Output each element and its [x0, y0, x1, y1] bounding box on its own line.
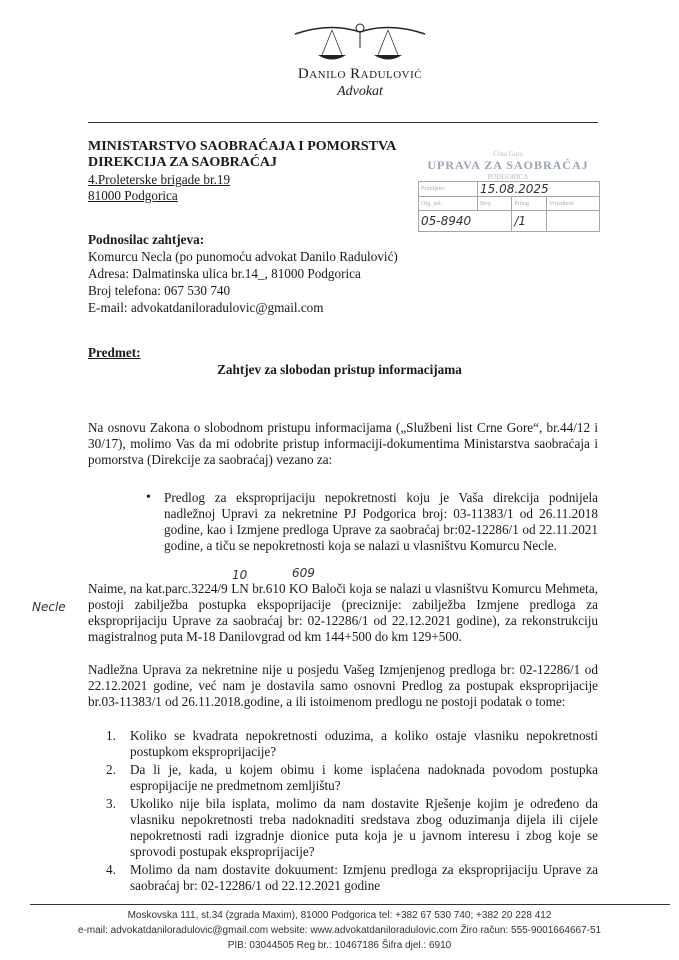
stamp-number: 05-8940	[419, 211, 512, 232]
recipient-address: 4.Proleterske brigade br.19	[88, 172, 231, 187]
footer-divider	[30, 904, 670, 905]
question-text: Da li je, kada, u kojem obimu i kome isplaćena nadoknada povodom postupka espropijacije ne predmetnom zemljištu?	[130, 762, 598, 793]
recipient-city: 81000 Podgorica	[88, 188, 178, 203]
stamp-title: UPRAVA ZA SAOBRAĆAJ	[427, 158, 589, 172]
subject-label: Predmet:	[88, 345, 141, 360]
bullet-item: Predlog za eksproprijaciju nepokretnosti koju je Vaša direkcija podnijela nadležnoj Upravi za nekretnine PJ Podgorica broj: 03-11383/1 od 26.11.2018 godine, kao i Izmjene predloga Uprave za saobraćaj br:02-12286/1 od 22.11.2021 godine, a tiču se nepokretnosti koja se nalazi u vlasništvu Komurcu Necle.	[164, 490, 598, 553]
applicant-heading: Podnosilac zahtjeva:	[88, 232, 205, 247]
handwritten-margin-note: Necle	[32, 600, 66, 614]
lawyer-name: Danilo Radulović	[297, 66, 423, 82]
list-item: 2. Da li je, kada, u kojem obimu i kome isplaćena nadoknada povodom postupka espropijacije ne predmetnom zemljištu?	[106, 762, 598, 793]
stamp-col4: Vrijednost	[547, 197, 600, 211]
applicant-phone: Broj telefona: 067 530 740	[88, 283, 231, 298]
letterhead-logo	[290, 22, 430, 100]
applicant-email: E-mail: advokatdaniloradulovic@gmail.com	[88, 300, 324, 315]
stamp-received-label: Primljeno	[419, 182, 478, 197]
recipient-line2: DIREKCIJA ZA SAOBRAĆAJ	[88, 155, 278, 170]
applicant-address: Adresa: Dalmatinska ulica br.14_, 81000 Podgorica	[88, 266, 361, 281]
bullet-icon: •	[146, 490, 151, 505]
stamp-attachment: /1	[512, 211, 547, 232]
list-item: 4. Molimo da nam dostavite dokuument: Izmjenu predloga za eksproprijaciju Uprave za saobraćaj br: 02-12286/1 od 22.12.2021 godine	[106, 862, 598, 893]
stamp-col2: Broj	[477, 197, 511, 211]
stamp-received-date: 15.08.2025	[477, 182, 599, 197]
list-item: 3. Ukoliko nije bila isplata, molimo da nam dostavite Rješenje kojim je određeno da vlasniku nepokretnosti treba nadoknaditi sredstava zbog oduzimanja dijela ili cijele nepokretnosti radi izgradnje dionice puta koja je u javnom interesu i zbog koje se sprovodi postupak eksproprijacije?	[106, 796, 598, 859]
scales-of-justice-icon	[290, 22, 430, 64]
question-text: Koliko se kvadrata nepokretnosti oduzima, a koliko ostaje vlasniku nepokretnosti postupkom eksproprijacije?	[130, 728, 598, 759]
handwritten-annotation: 609	[292, 566, 315, 580]
footer	[0, 908, 679, 953]
footer-contact: e-mail: advokatdaniloradulovic@gmail.com website: www.advokatdaniloradulovic.com Žiro račun: 555-9001664667-51	[77, 925, 602, 936]
question-text: Ukoliko nije bila isplata, molimo da nam dostavite Rješenje kojim je određeno da vlasniku nepokretnosti treba nadoknaditi sredstava zbog oduzimanja dijela ili cijele nepokretnosti radi izgradnje dionice puta koja je u javnom interesu i zbog koje se sprovodi postupak eksproprijacije?	[130, 796, 598, 859]
questions-list	[106, 728, 598, 894]
stamp-col3: Prilog	[512, 197, 547, 211]
applicant-name: Komurcu Necla (po punomoću advokat Danilo Radulović)	[88, 249, 398, 264]
footer-registration: PIB: 03044505 Reg br.: 10467186 Šifra djel.: 6910	[227, 940, 452, 951]
header-divider	[88, 122, 598, 123]
stamp-city: PODGORICA	[487, 173, 529, 181]
received-stamp	[418, 150, 598, 232]
footer-address: Moskovska 111, st.34 (zgrada Maxim), 81000 Podgorica tel: +382 67 530 740; +382 20 228 412	[127, 910, 552, 921]
handwritten-annotation: 10	[232, 568, 248, 582]
stamp-country: Crna Gora	[493, 150, 523, 158]
list-item: 1. Koliko se kvadrata nepokretnosti oduzima, a koliko ostaje vlasniku nepokretnosti postupkom eksproprijacije?	[106, 728, 598, 759]
paragraph-3: Nadležna Uprava za nekretnine nije u posjedu Vašeg Izmjenjenog predloga br: 02-12286/1 od 22.12.2021 godine, već nam je dostavila samo osnovni Predlog za postupak eksproprijacije br.03-11383/1 od 26.11.2018.godine, a ili istoimenom predlogu ne postoji podatak o tome:	[88, 662, 598, 709]
paragraph-2: Naime, na kat.parc.3224/9 LN br.610 KO Baloči koja se nalazi u vlasništvu Komurcu Mehmeta, postoji zabilježba postupka ekspoprijacije (preciznije: zabilježba Izmjene predloga za eksproprijaciju Uprave za saobraćaj br: 02-12286/1 od 22.12.2021 godine), za rekonstrukciju magistralnog puta M-18 Danilovgrad od km 144+500 do km 129+500.	[88, 581, 598, 644]
intro-paragraph: Na osnovu Zakona o slobodnom pristupu informacijama („Službeni list Crne Gore“, br.44/12 i 30/17), molimo Vas da mi odobrite pristup informaciji-dokumentima Ministarstva saobraćaja i pomorstva (Direkcije za saobraćaj) vezano za:	[88, 420, 598, 467]
recipient-line1: MINISTARSTVO SAOBRAĆAJA I POMORSTVA	[88, 139, 397, 154]
lawyer-title: Advokat	[337, 84, 383, 99]
question-text: Molimo da nam dostavite dokuument: Izmjenu predloga za eksproprijaciju Uprave za saobraćaj br: 02-12286/1 od 22.12.2021 godine	[130, 862, 598, 893]
stamp-col1: Org. jed.	[419, 197, 478, 211]
subject-title: Zahtjev za slobodan pristup informacijama	[217, 362, 462, 377]
